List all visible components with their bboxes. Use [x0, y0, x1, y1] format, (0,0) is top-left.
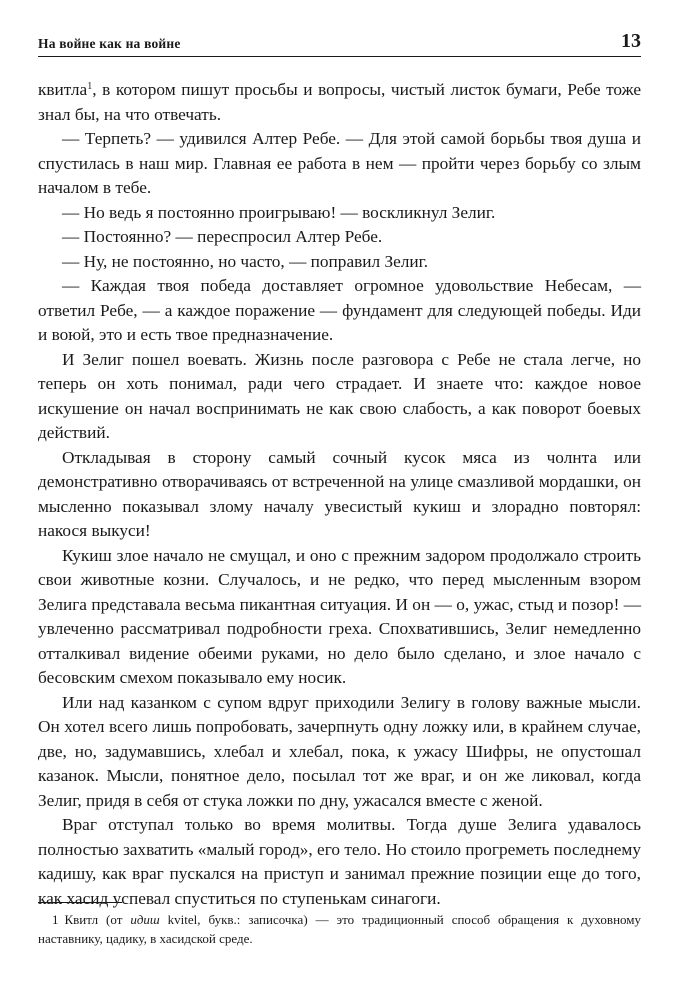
running-head — [38, 30, 641, 57]
paragraph-5: — Ну, не постоянно, но часто, — поправил Зелиг. — [62, 251, 429, 271]
paragraph-7: И Зелиг пошел воевать. Жизнь после разговора с Ребе не стала легче, но теперь он хоть понимал, ради чего страдает. И знаете что: каждое новое искушение он начал воспринимать не как свою слабость, а как поворот боевых действий. — [38, 349, 641, 442]
paragraph-4: — Постоянно? — переспросил Алтер Ребе. — [62, 227, 383, 246]
paragraph-1-rest: , в котором пишут просьбы и вопросы, чистый листок бумаги, Ребе тоже знал бы, на что отвечать. — [38, 80, 641, 124]
footnote — [38, 910, 641, 948]
footnote-divider — [38, 902, 122, 903]
body-text — [38, 78, 641, 911]
paragraph-1 — [38, 78, 641, 127]
paragraph-1-start: квитла — [38, 80, 88, 99]
book-page — [38, 30, 641, 970]
footnote-reference[interactable]: 1 — [87, 81, 93, 92]
paragraph-8: Откладывая в сторону самый сочный кусок мяса из чолнта или демонстративно отворачиваясь от встреченной на улице смазливой мордашки, он мысленно показывал злому началу увесистый кукиш и злорадно повторял: накося выкуси! — [38, 447, 641, 540]
running-head-title: На войне как на войне — [38, 36, 181, 51]
footnote-text-start: Квитл (от — [64, 912, 131, 927]
footnote-text-rest: kvitel, букв.: записочка) — это традиционный способ обращения к духовному наставнику, цадику, в хасидской среде. — [38, 912, 642, 946]
footnote-number: 1 — [52, 912, 59, 927]
footnote-text-italic: идиш — [130, 912, 160, 927]
paragraph-9: Кукиш злое начало не смущал, и оно с прежним задором продолжало строить свои животные козни. Случалось, и не редко, что перед мысленным взором Зелига представала весьма пикантная ситуация. И он — о, ужас, стыд и позор! — увлеченно рассматривал подробности греха. Спохватившись, Зелиг немедленно отталкивал видение обеими руками, но дело было сделано, и злое начало с бесовским смехом показывало ему носик. — [38, 545, 641, 687]
paragraph-10: Или над казанком с супом вдруг приходили Зелигу в голову важные мысли. Он хотел всего лишь попробовать, зачерпнуть одну ложку или, в крайнем случае, две, но, задумавшись, хлебал и хлебал, пока, к ужасу Шифры, не опустошал казанок. Мысли, понятное дело, посылал тот же враг, и он же ликовал, когда Зелиг, придя в себя от стука ложки по дну, ужасался вместе с женой. — [38, 692, 641, 810]
paragraph-6: — Каждая твоя победа доставляет огромное удовольствие Небесам, — ответил Ребе, — а каждое поражение — фундамент для следующей победы. Иди и воюй, это и есть твое предназначение. — [38, 276, 641, 344]
paragraph-2: — Терпеть? — удивился Алтер Ребе. — Для этой самой борьбы твоя душа и спустилась в наш мир. Главная ее работа в нем — пройти через борьбу со злым началом в тебе. — [38, 129, 641, 197]
paragraph-11: Враг отступал только во время молитвы. Тогда душе Зелига удавалось полностью захватить «малый город», его тело. Но стоило прогреметь последнему кадишу, как враг пускался на приступ и занимал прежние позиции еще до того, как хасид успевал спуститься по ступенькам синагоги. — [38, 815, 641, 908]
page-number: 13 — [621, 30, 641, 52]
paragraph-3: — Но ведь я постоянно проигрываю! — воскликнул Зелиг. — [62, 202, 496, 222]
